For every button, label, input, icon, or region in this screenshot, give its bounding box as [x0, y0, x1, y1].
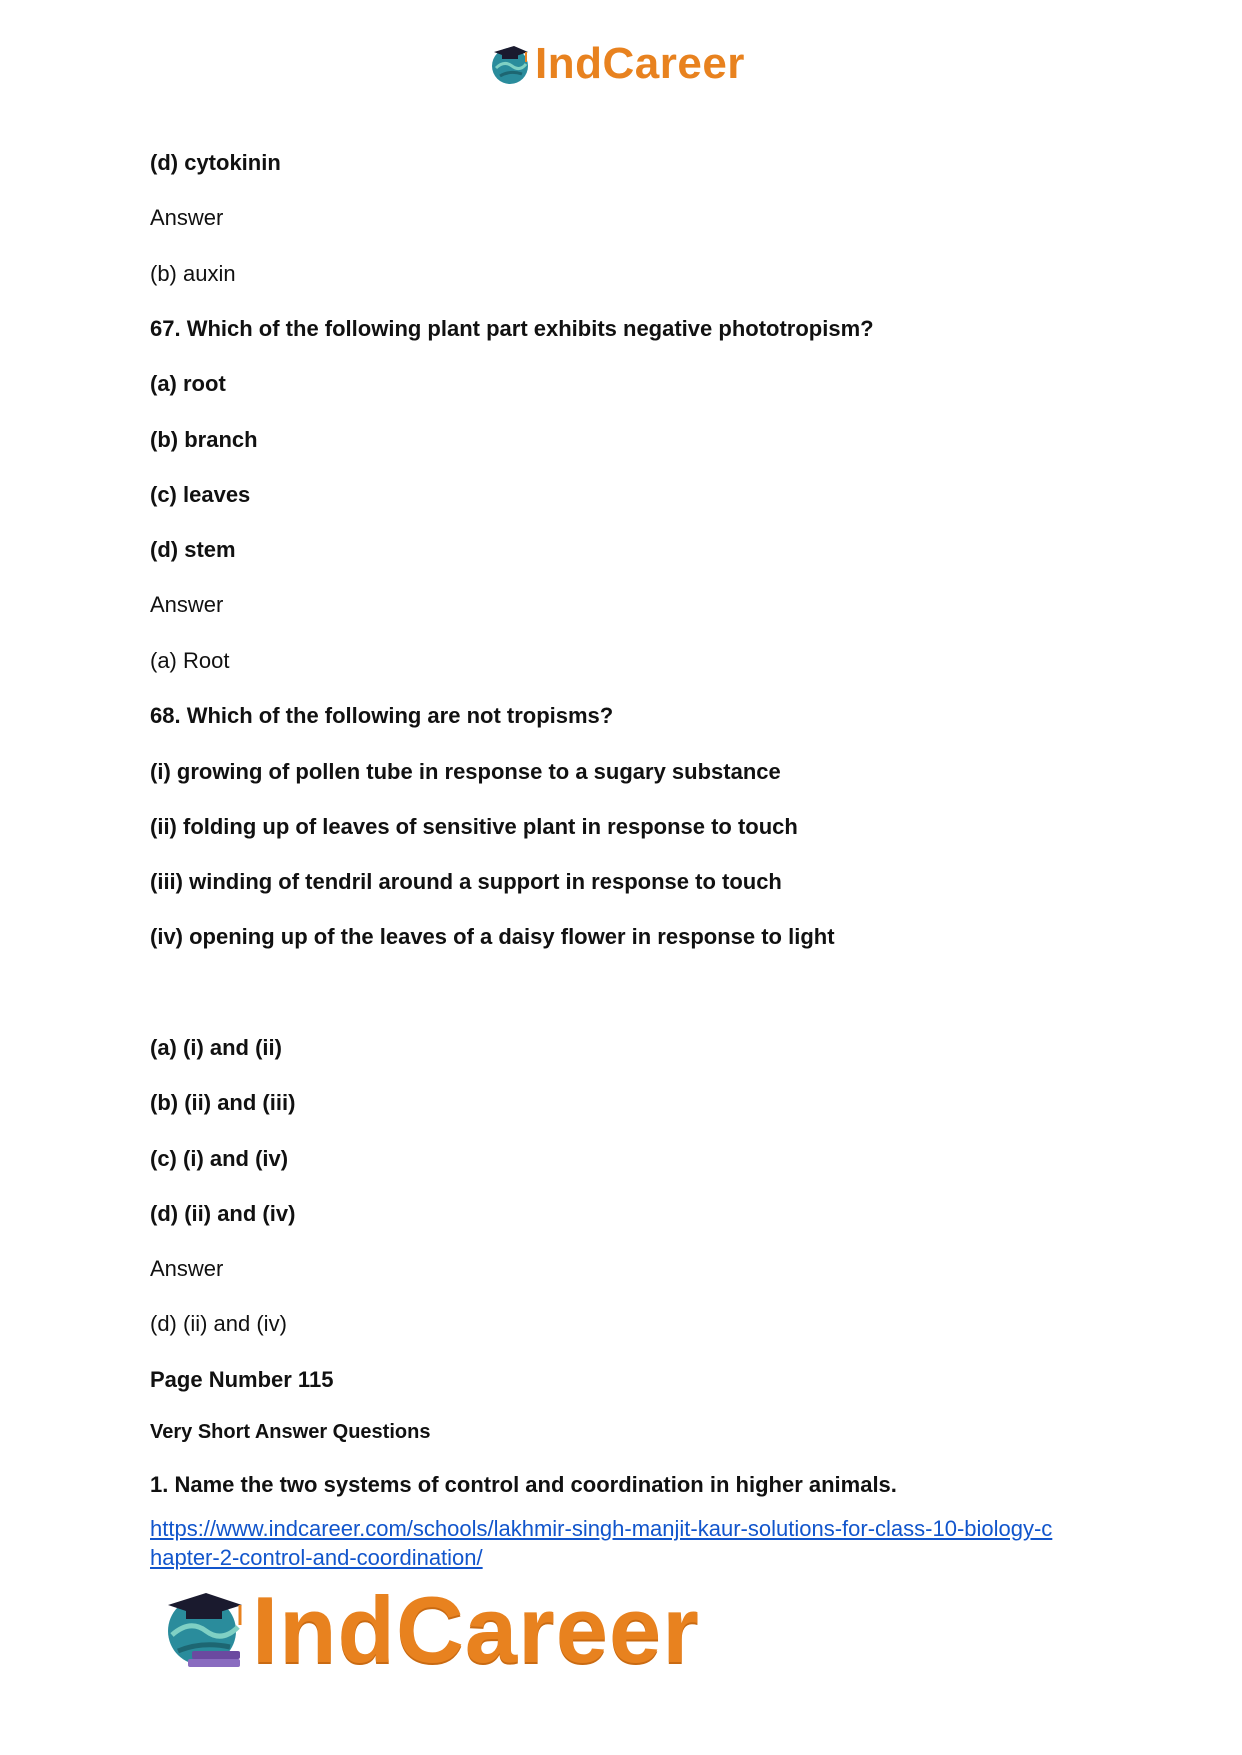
source-link[interactable] — [150, 1514, 1110, 1572]
header-logo — [488, 39, 745, 88]
q68-statement-i: (i) growing of pollen tube in response to a sugary substance — [150, 759, 781, 784]
q67-option-c: (c) leaves — [150, 482, 251, 507]
source-link-line2[interactable]: hapter-2-control-and-coordination/ — [150, 1545, 483, 1570]
q67-answer-label: Answer — [150, 592, 224, 617]
q68-statement-iv: (iv) opening up of the leaves of a daisy flower in response to light — [150, 924, 835, 949]
q68-option-d: (d) (ii) and (iv) — [150, 1201, 296, 1226]
q67-option-d: (d) stem — [150, 537, 236, 562]
q68-option-a: (a) (i) and (ii) — [150, 1035, 282, 1060]
q68-answer-label: Answer — [150, 1256, 224, 1281]
q68-question: 68. Which of the following are not tropisms? — [150, 703, 614, 728]
q66-option-d: (d) cytokinin — [150, 150, 281, 175]
header-logo-text: IndCareer — [535, 39, 745, 88]
q68-statement-ii: (ii) folding up of leaves of sensitive plant in response to touch — [150, 814, 798, 839]
footer-logo-text: IndCareer — [252, 1577, 700, 1682]
q66-answer-label: Answer — [150, 205, 224, 230]
q67-question: 67. Which of the following plant part exhibits negative phototropism? — [150, 316, 874, 341]
q67-option-b: (b) branch — [150, 427, 258, 452]
section-title: Very Short Answer Questions — [150, 1421, 431, 1443]
q67-option-a: (a) root — [150, 371, 226, 396]
q68-statement-iii: (iii) winding of tendril around a support in response to touch — [150, 869, 782, 894]
footer-logo — [162, 1577, 700, 1682]
globe-cap-icon — [488, 42, 532, 86]
page-number-heading: Page Number 115 — [150, 1367, 334, 1392]
q67-answer: (a) Root — [150, 648, 230, 673]
globe-cap-books-icon — [162, 1587, 248, 1673]
q66-answer: (b) auxin — [150, 261, 236, 286]
q68-answer: (d) (ii) and (iv) — [150, 1311, 287, 1336]
vsq1-question: 1. Name the two systems of control and coordination in higher animals. — [150, 1472, 897, 1497]
q68-option-b: (b) (ii) and (iii) — [150, 1090, 296, 1115]
source-link-line1[interactable]: https://www.indcareer.com/schools/lakhmir-singh-manjit-kaur-solutions-for-class-10-biology-c — [150, 1516, 1053, 1541]
q68-option-c: (c) (i) and (iv) — [150, 1146, 289, 1171]
